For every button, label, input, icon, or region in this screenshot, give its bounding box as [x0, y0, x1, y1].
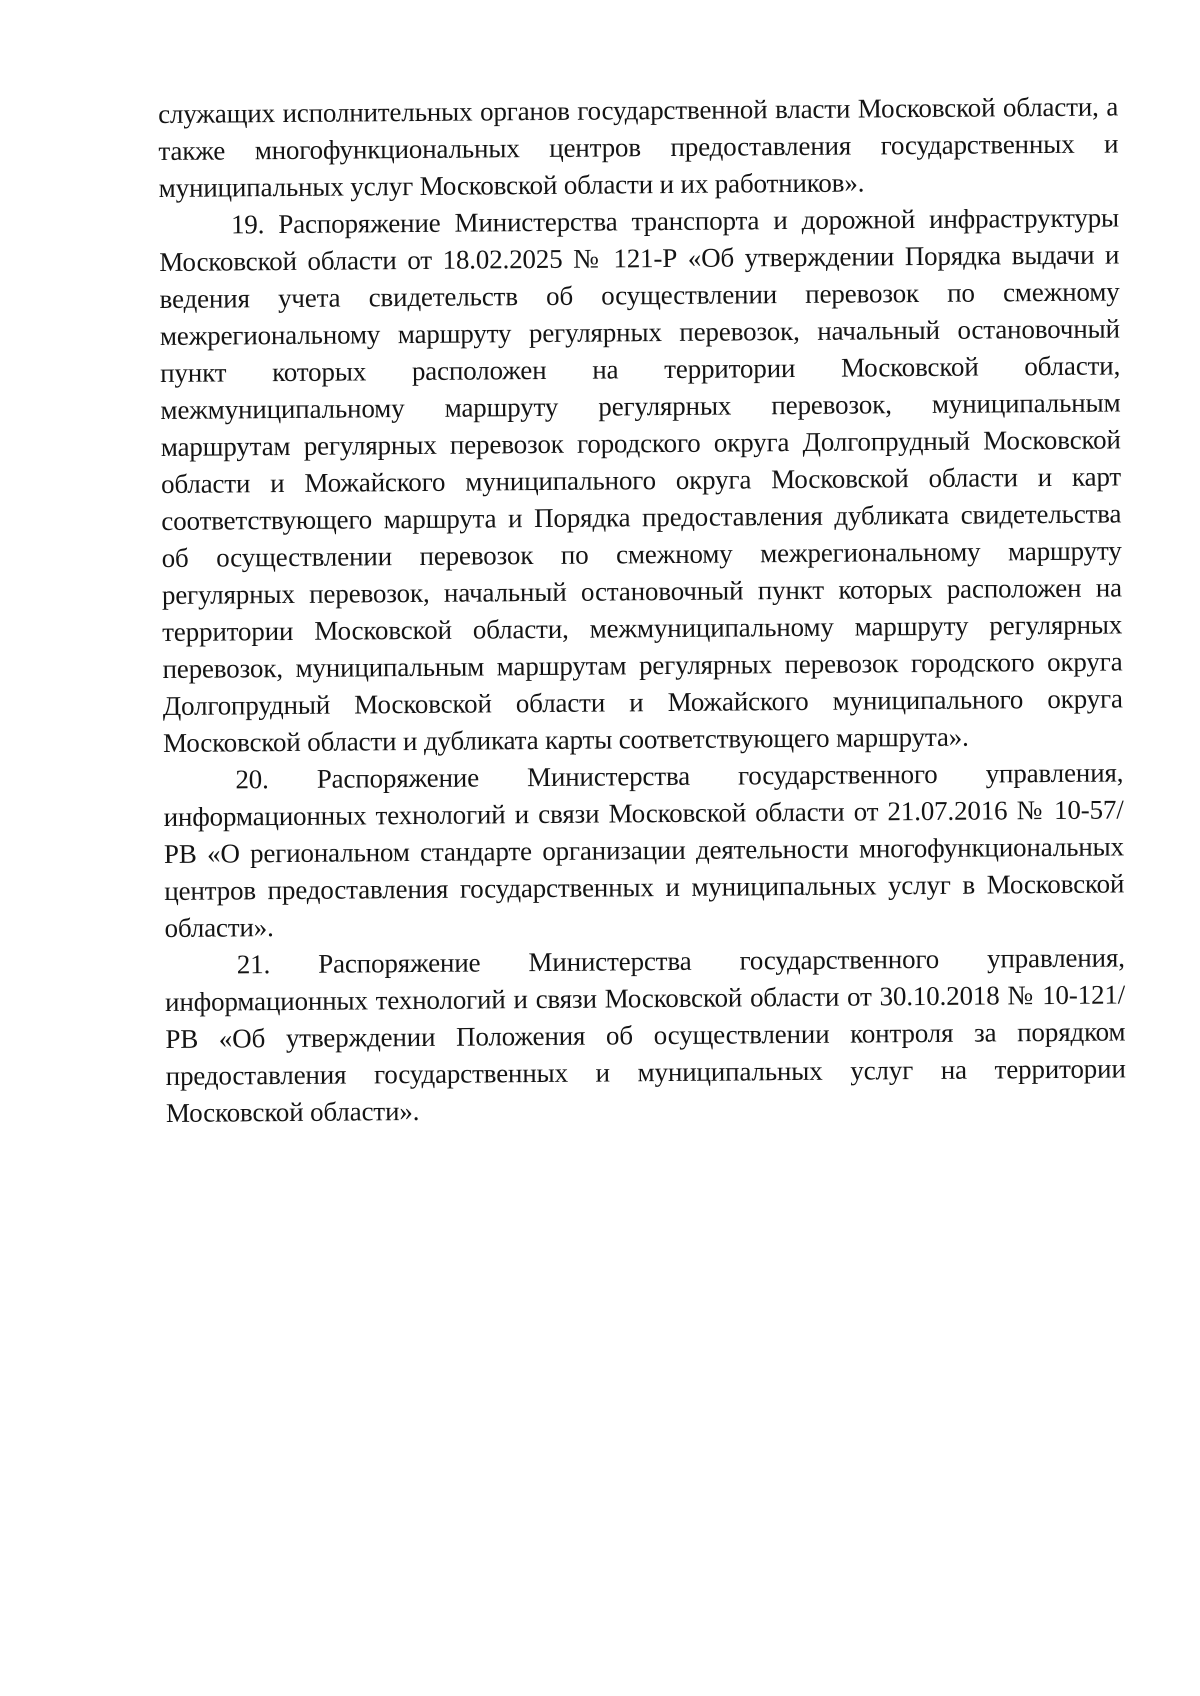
paragraph-continuation: служащих исполнительных органов государственной власти Московской области, а также многофункциональных центров предоставления государственных и муниципальных услуг Московской области и их работников». — [158, 91, 1119, 203]
paragraph-item-19: 19. Распоряжение Министерства транспорта и дорожной инфраструктуры Московской области от 18.02.2025 № 121-Р «Об утверждении Порядка выдачи и ведения учета свидетельств об осуществлении перевозок по смежному межрегиональному маршруту регулярных перевозок, начальный остановочный пункт которых расположен на территории Московской области, межмуниципальному маршруту регулярных перевозок, муниципальным маршрутам регулярных перевозок городского округа Долгопрудный Московской области и Можайского муниципального округа Московской области и карт соответствующего маршрута и Порядка предоставления дубликата свидетельства об осуществлении перевозок по смежному межрегиональному маршруту регулярных перевозок, начальный остановочный пункт которых расположен на территории Московской области, межмуниципальному маршруту регулярных перевозок, муниципальным маршрутам регулярных перевозок городского округа Долгопрудный Московской области и Можайского муниципального округа Московской области и дубликата карты соответствующего маршрута». — [159, 202, 1123, 758]
document-body — [158, 88, 1126, 1132]
paragraph-item-20: 20. Распоряжение Министерства государственного управления, информационных технологий и связи Московской области от 21.07.2016 № 10-57/РВ «О региональном стандарте организации деятельности многофункциональных центров предоставления государственных и муниципальных услуг в Московской области». — [163, 757, 1125, 943]
paragraph-item-21: 21. Распоряжение Министерства государственного управления, информационных технологий и связи Московской области от 30.10.2018 № 10-121/РВ «Об утверждении Положения об осуществлении контроля за порядком предоставления государственных и муниципальных услуг на территории Московской области». — [164, 942, 1126, 1128]
